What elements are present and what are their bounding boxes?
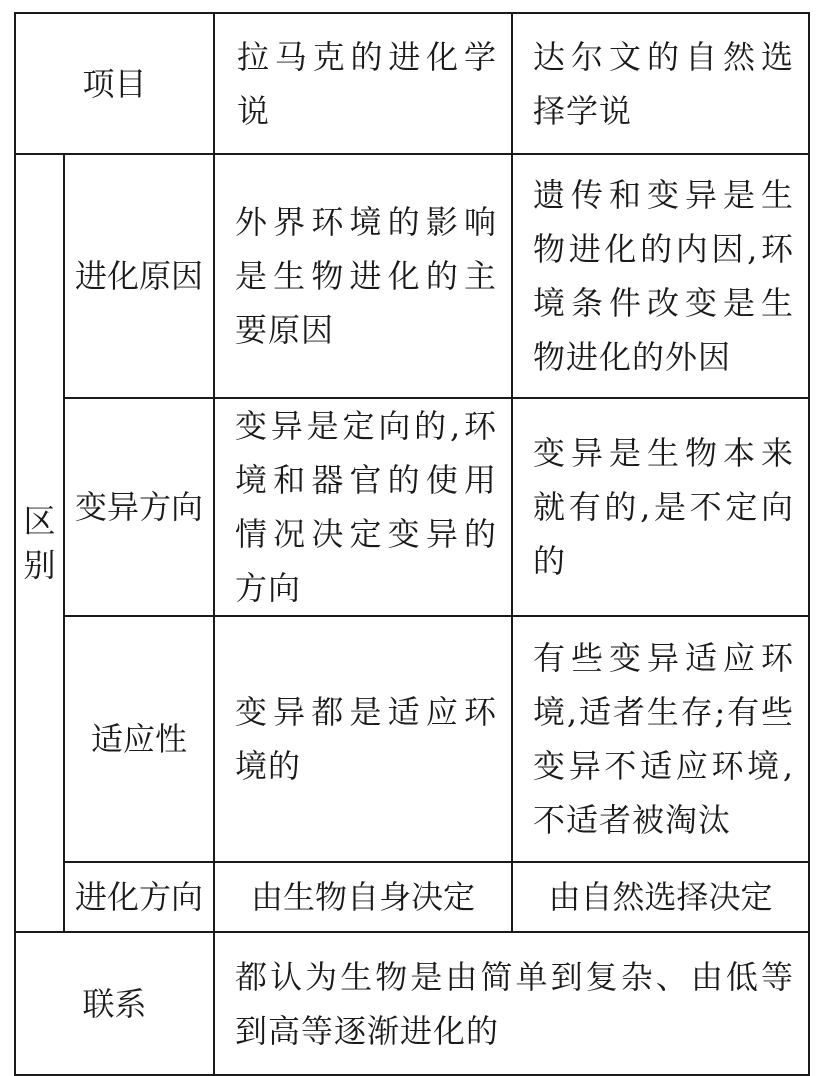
header-lamarck bbox=[214, 13, 512, 154]
header-lamarck-text: 拉马克的进化学说 bbox=[237, 37, 498, 130]
lamarck-cell bbox=[214, 398, 512, 616]
connection-label-cell bbox=[15, 932, 214, 1075]
row-label: 适应性 bbox=[91, 720, 188, 758]
difference-label-cell bbox=[15, 154, 64, 932]
lamarck-text: 变异都是适应环境的 bbox=[235, 693, 498, 785]
table-row bbox=[15, 154, 809, 398]
comparison-table bbox=[14, 12, 810, 1076]
row-label: 进化方向 bbox=[75, 878, 204, 916]
table-row bbox=[15, 398, 809, 616]
difference-label: 区别 bbox=[23, 502, 56, 584]
lamarck-cell bbox=[214, 154, 512, 398]
row-label: 进化原因 bbox=[75, 257, 204, 295]
row-label-cell bbox=[64, 862, 214, 932]
header-darwin-text: 达尔文的自然选择学说 bbox=[533, 37, 795, 130]
darwin-text: 由自然选择决定 bbox=[548, 878, 773, 916]
header-item bbox=[15, 13, 214, 154]
header-row bbox=[15, 13, 809, 154]
row-label: 变异方向 bbox=[75, 488, 204, 526]
table-row bbox=[15, 616, 809, 862]
header-darwin bbox=[512, 13, 809, 154]
lamarck-cell bbox=[214, 616, 512, 862]
row-label-cell bbox=[64, 154, 214, 398]
darwin-cell bbox=[512, 398, 809, 616]
darwin-cell bbox=[512, 862, 809, 932]
lamarck-text: 变异是定向的,环境和器官的使用情况决定变异的方向 bbox=[235, 407, 498, 607]
connection-label: 联系 bbox=[82, 984, 147, 1023]
darwin-text: 变异是生物本来就有的,是不定向的 bbox=[533, 434, 795, 580]
connection-row bbox=[15, 932, 809, 1075]
header-item-text: 项目 bbox=[82, 64, 147, 103]
lamarck-text: 由生物自身决定 bbox=[251, 878, 476, 916]
lamarck-text: 外界环境的影响是生物进化的主要原因 bbox=[235, 203, 498, 349]
darwin-cell bbox=[512, 616, 809, 862]
connection-text: 都认为生物是由简单到复杂、由低等到高等逐渐进化的 bbox=[235, 957, 795, 1050]
darwin-text: 遗传和变异是生物进化的内因,环境条件改变是生物进化的外因 bbox=[533, 176, 795, 376]
darwin-cell bbox=[512, 154, 809, 398]
table-row bbox=[15, 862, 809, 932]
row-label-cell bbox=[64, 398, 214, 616]
connection-text-cell bbox=[214, 932, 809, 1075]
row-label-cell bbox=[64, 616, 214, 862]
lamarck-cell bbox=[214, 862, 512, 932]
darwin-text: 有些变异适应环境,适者生存;有些变异不适应环境,不适者被淘汰 bbox=[533, 639, 795, 839]
